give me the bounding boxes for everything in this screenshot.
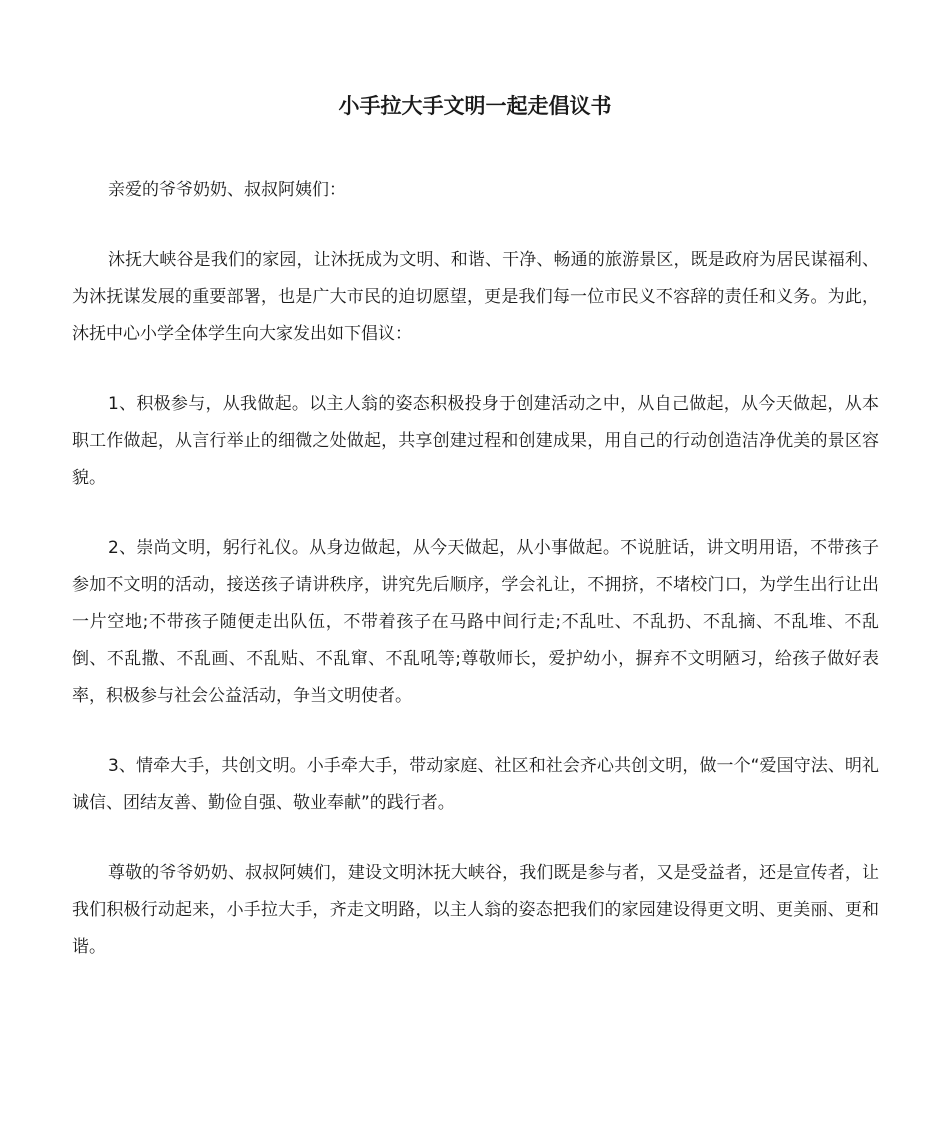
paragraph-item-1: 1、积极参与，从我做起。以主人翁的姿态积极投身于创建活动之中，从自己做起，从今天做起，从本职工作做起，从言行举止的细微之处做起，共享创建过程和创建成果，用自己的行动创造洁净优美的景区容貌。 <box>72 394 879 488</box>
paragraph-item-2: 2、崇尚文明，躬行礼仪。从身边做起，从今天做起，从小事做起。不说脏话，讲文明用语，不带孩子参加不文明的活动，接送孩子请讲秩序，讲究先后顺序，学会礼让，不拥挤，不堵校门口，为学生出行让出一片空地;不带孩子随便走出队伍，不带着孩子在马路中间行走;不乱吐、不乱扔、不乱摘、不乱堆、不乱倒、不乱撒、不乱画、不乱贴、不乱窜、不乱吼等;尊敬师长，爱护幼小，摒弃不文明陋习，给孩子做好表率，积极参与社会公益活动，争当文明使者。 <box>72 538 879 706</box>
paragraph-item-3: 3、情牵大手，共创文明。小手牵大手，带动家庭、社区和社会齐心共创文明，做一个“爱国守法、明礼诚信、团结友善、勤俭自强、敬业奉献”的践行者。 <box>72 756 879 813</box>
greeting: 亲爱的爷爷奶奶、叔叔阿姨们： <box>108 180 346 200</box>
paragraph-intro: 沐抚大峡谷是我们的家园，让沐抚成为文明、和谐、干净、畅通的旅游景区，既是政府为居民谋福利、为沐抚谋发展的重要部署，也是广大市民的迫切愿望，更是我们每一位市民义不容辞的责任和义务。为此，沐抚中心小学全体学生向大家发出如下倡议： <box>72 250 879 344</box>
document-title: 小手拉大手文明一起走倡议书 <box>338 94 612 118</box>
document-body <box>72 172 879 999</box>
paragraph-closing: 尊敬的爷爷奶奶、叔叔阿姨们，建设文明沐抚大峡谷，我们既是参与者，又是受益者，还是宣传者，让我们积极行动起来，小手拉大手，齐走文明路，以主人翁的姿态把我们的家园建设得更文明、更美丽、更和谐。 <box>72 863 879 957</box>
